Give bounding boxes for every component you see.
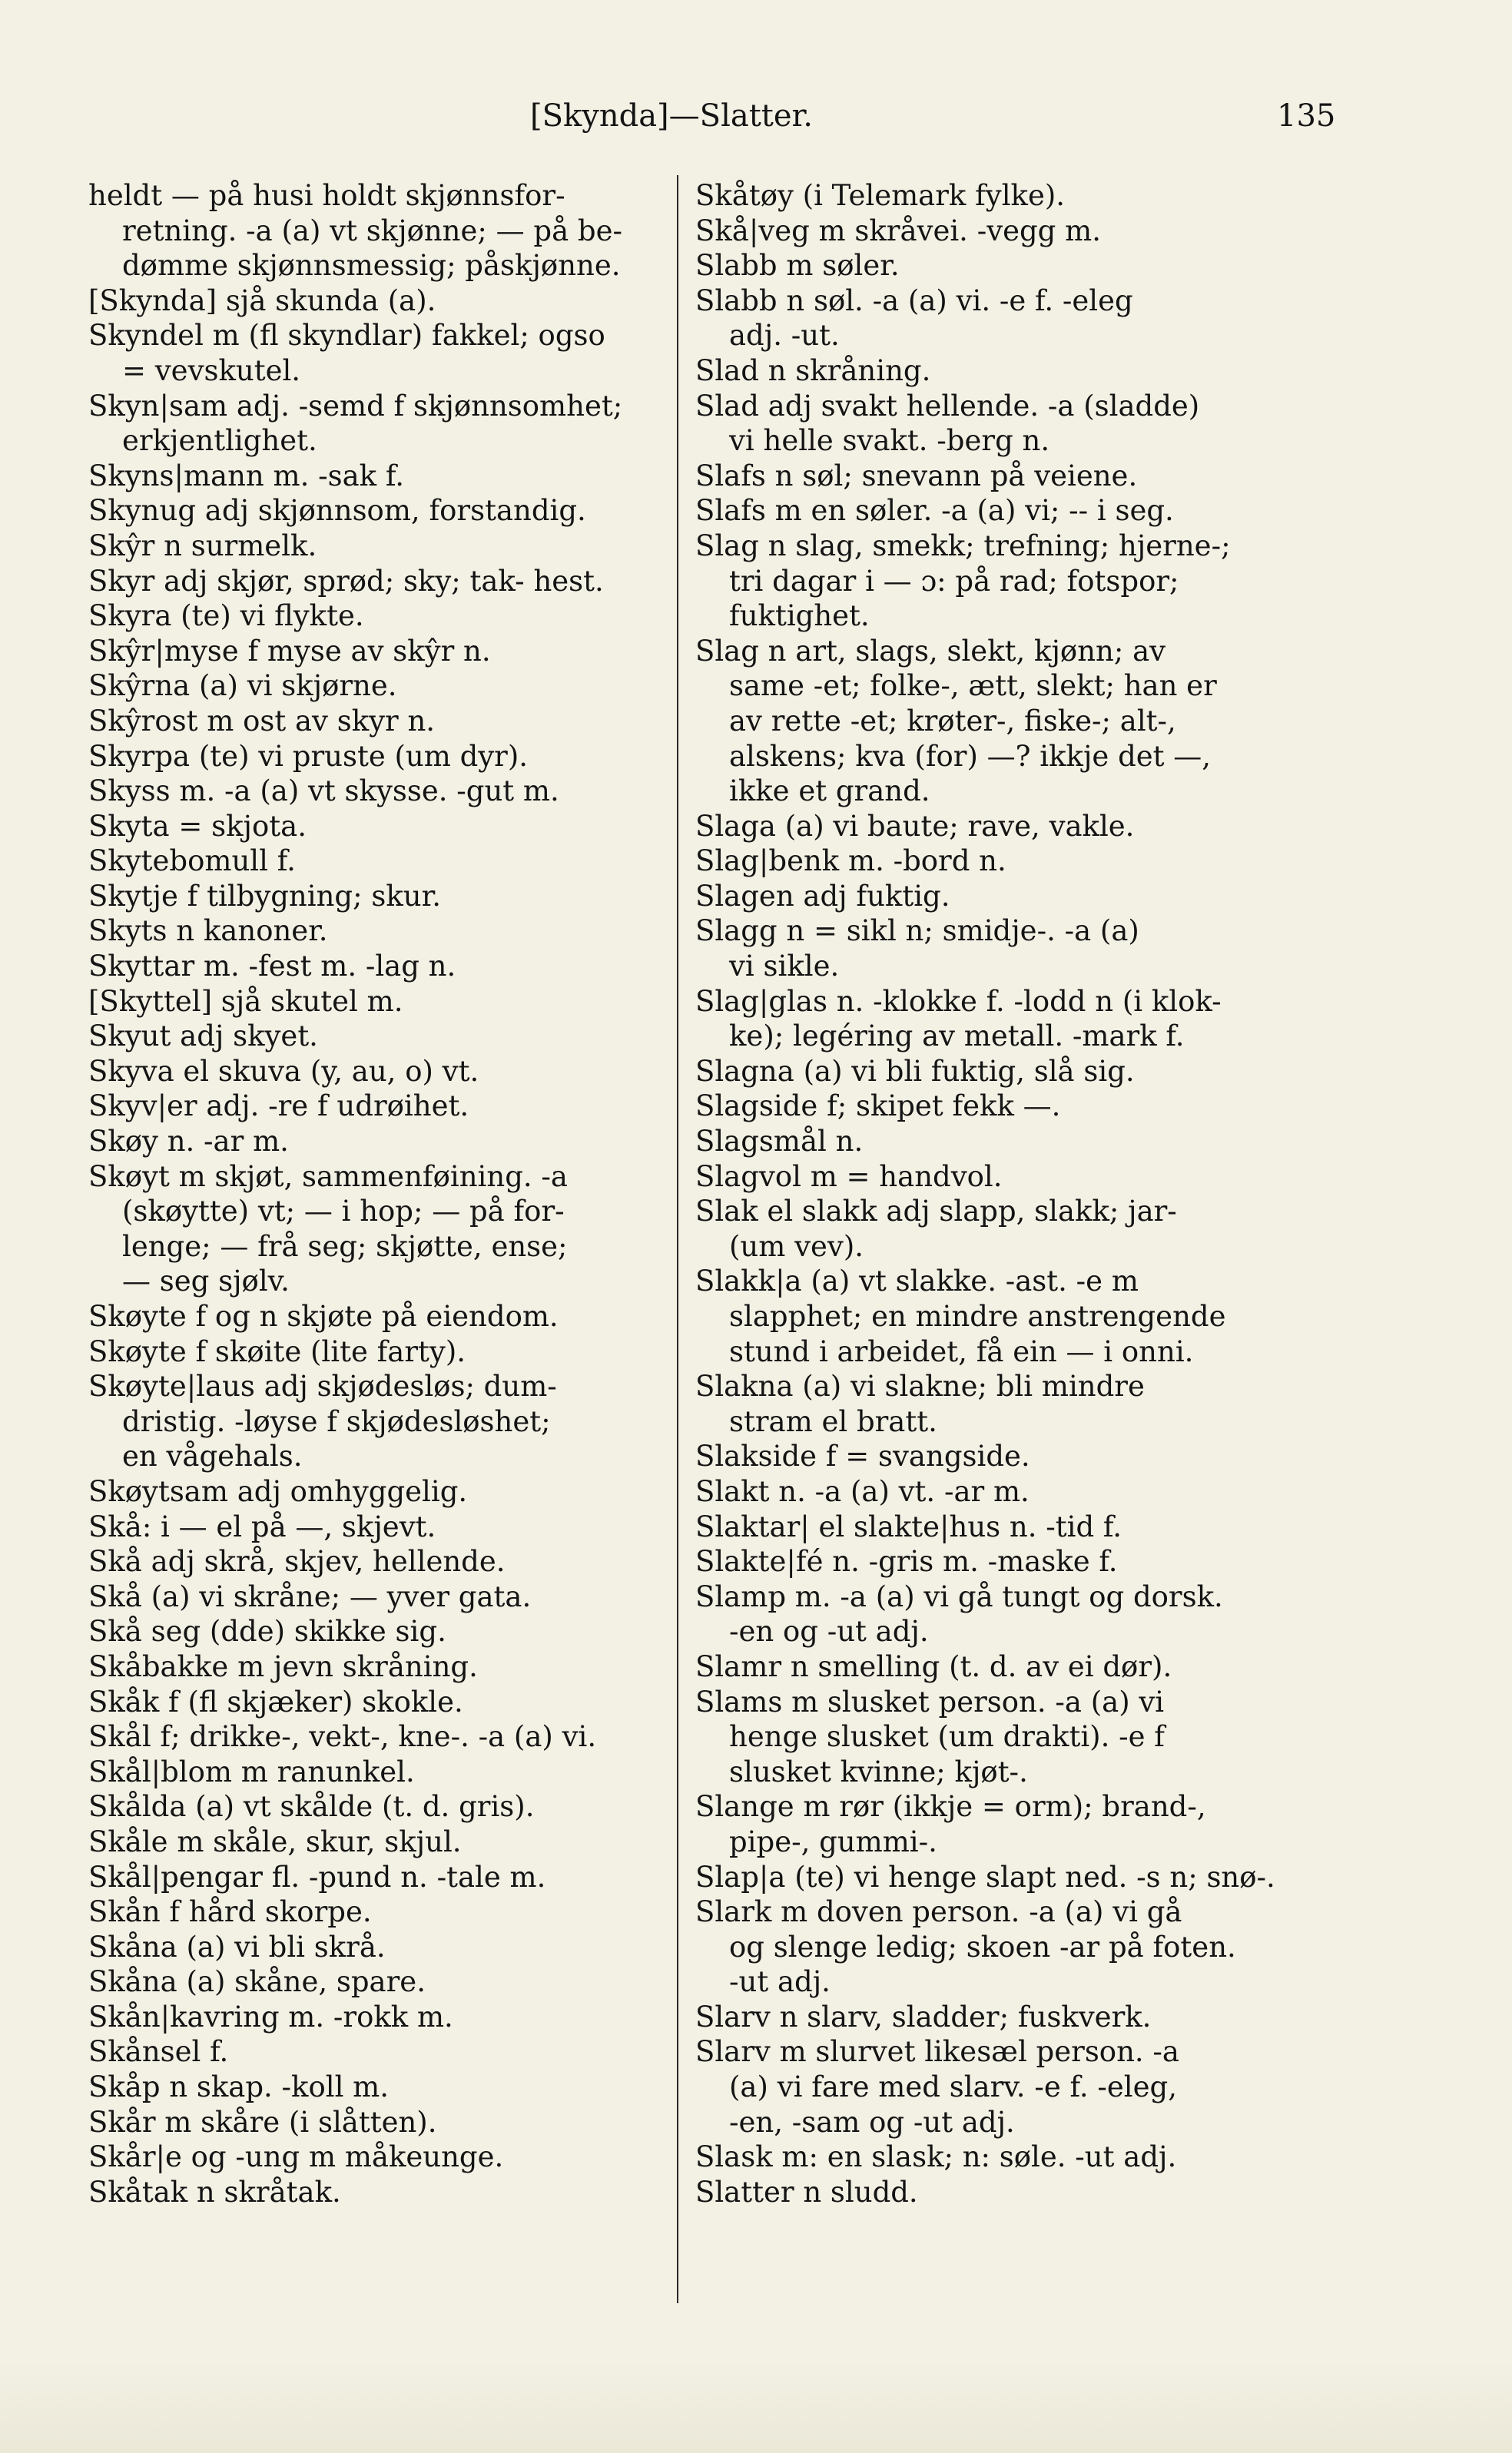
dictionary-line: -en, -sam og -ut adj. (729, 2105, 1015, 2139)
dictionary-line: Skå|veg m skråvei. -vegg m. (695, 214, 1101, 247)
dictionary-line: vi sikle. (729, 950, 840, 983)
dictionary-line: henge slusket (um drakti). -e f (729, 1720, 1165, 1754)
dictionary-line: Skån|kavring m. -rokk m. (88, 2000, 453, 2034)
dictionary-line: Slams m slusket person. -a (a) vi (695, 1685, 1165, 1719)
dictionary-line: Slamr n smelling (t. d. av ei dør). (695, 1649, 1172, 1683)
dictionary-line: Slakside f = svangside. (695, 1440, 1030, 1473)
dictionary-line: Slafs n søl; snevann på veiene. (695, 459, 1138, 492)
dictionary-line: Skår m skåre (i slåtten). (88, 2105, 437, 2139)
dictionary-line: -ut adj. (729, 1965, 831, 1999)
dictionary-line: Skå seg (dde) skikke sig. (88, 1615, 446, 1649)
dictionary-line: retning. -a (a) vt skjønne; — på be- (122, 214, 622, 247)
dictionary-line: Slap|a (te) vi henge slapt ned. -s n; snø-. (695, 1860, 1275, 1894)
dictionary-line: Skøyte f og n skjøte på eiendom. (88, 1300, 559, 1333)
dictionary-line: Skånsel f. (88, 2035, 229, 2069)
dictionary-line: (um vev). (729, 1229, 864, 1263)
dictionary-line: Skøytsam adj omhyggelig. (88, 1474, 468, 1508)
right-column (695, 178, 1302, 2209)
dictionary-line: Skøyte|laus adj skjødesløs; dum- (88, 1370, 557, 1404)
dictionary-line: slapphet; en mindre anstrengende (729, 1300, 1226, 1333)
dictionary-line: dristig. -løyse f skjødesløshet; (122, 1404, 551, 1438)
dictionary-line: Slagg n = sikl n; smidje-. -a (a) (695, 914, 1139, 948)
dictionary-line: (skøytte) vt; — i hop; — på for- (122, 1195, 565, 1228)
dictionary-line: Skyn|sam adj. -semd f skjønnsomhet; (88, 389, 623, 423)
dictionary-line: same -et; folke-, ætt, slekt; han er (729, 669, 1217, 703)
dictionary-line: pipe-, gummi-. (729, 1825, 937, 1858)
dictionary-line: Skyta = skjota. (88, 809, 307, 843)
dictionary-line: Slagside f; skipet fekk —. (695, 1089, 1061, 1123)
dictionary-line: Skŷr n surmelk. (88, 529, 317, 562)
dictionary-line: vi helle svakt. -berg n. (729, 424, 1050, 458)
dictionary-line: Skålda (a) vt skålde (t. d. gris). (88, 1790, 535, 1824)
dictionary-line: stram el bratt. (729, 1404, 937, 1438)
dictionary-line: Slag|benk m. -bord n. (695, 844, 1006, 878)
dictionary-line: Slamp m. -a (a) vi gå tungt og dorsk. (695, 1580, 1223, 1613)
dictionary-line: [Skyttel] sjå skutel m. (88, 984, 403, 1018)
dictionary-line: erkjentlighet. (122, 424, 317, 458)
dictionary-line: Skyrpa (te) vi pruste (um dyr). (88, 739, 529, 773)
dictionary-line: adj. -ut. (729, 319, 840, 353)
dictionary-line: stund i arbeidet, få ein — i onni. (729, 1334, 1194, 1368)
dictionary-line: heldt — på husi holdt skjønnsfor- (88, 179, 565, 212)
dictionary-line: [Skynda] sjå skunda (a). (88, 283, 436, 317)
dictionary-line: Skyva el skuva (y, au, o) vt. (88, 1054, 479, 1088)
running-head: [Skynda]—Slatter. (530, 98, 813, 134)
dictionary-line: Skŷr|myse f myse av skŷr n. (88, 634, 491, 668)
dictionary-line: slusket kvinne; kjøt-. (729, 1755, 1028, 1788)
dictionary-line: ikke et grand. (729, 774, 930, 808)
dictionary-line: Skyts n kanoner. (88, 914, 328, 948)
dictionary-line: alskens; kva (for) —? ikkje det —, (729, 739, 1212, 773)
dictionary-line: dømme skjønnsmessig; påskjønne. (122, 249, 621, 283)
dictionary-line: Skåbakke m jevn skråning. (88, 1649, 478, 1683)
dictionary-line: Skår|e og -ung m måkeunge. (88, 2140, 504, 2174)
dictionary-line: Slag n art, slags, slekt, kjønn; av (695, 634, 1166, 668)
dictionary-line: Skyut adj skyet. (88, 1019, 318, 1053)
dictionary-line: Slad n skråning. (695, 353, 931, 387)
dictionary-line: Skåna (a) vi bli skrå. (88, 1930, 386, 1964)
dictionary-line: av rette -et; krøter-, fiske-; alt-, (729, 704, 1176, 738)
dictionary-line: ke); legéring av metall. -mark f. (729, 1019, 1185, 1053)
page-number: 135 (1277, 98, 1336, 134)
dictionary-line: Skåtøy (i Telemark fylke). (695, 179, 1066, 212)
page-bottom-shade (0, 2361, 1512, 2453)
dictionary-line: Skå adj skrå, skjev, hellende. (88, 1545, 506, 1579)
dictionary-line: Skåna (a) skåne, spare. (88, 1965, 426, 1999)
dictionary-line: Skå (a) vi skråne; — yver gata. (88, 1580, 532, 1613)
dictionary-line: Slafs m en søler. -a (a) vi; -- i seg. (695, 494, 1174, 528)
dictionary-line: en vågehals. (122, 1440, 303, 1473)
column-divider (677, 175, 678, 2303)
dictionary-line: Skyndel m (fl skyndlar) fakkel; ogso (88, 319, 605, 353)
dictionary-line: Slarv m slurvet likesæl person. -a (695, 2035, 1179, 2069)
dictionary-line: Slange m rør (ikkje = orm); brand-, (695, 1790, 1206, 1824)
dictionary-line: Skytebomull f. (88, 844, 296, 878)
dictionary-line: lenge; — frå seg; skjøtte, ense; (122, 1229, 568, 1263)
dictionary-line: Slakk|a (a) vt slakke. -ast. -e m (695, 1265, 1139, 1298)
dictionary-line: Skål|blom m ranunkel. (88, 1755, 415, 1788)
dictionary-line: Skål f; drikke-, vekt-, kne-. -a (a) vi. (88, 1720, 597, 1754)
dictionary-line: Skyr adj skjør, sprød; sky; tak- hest. (88, 564, 604, 598)
dictionary-line: Slagen adj fuktig. (695, 879, 950, 913)
dictionary-line: -en og -ut adj. (729, 1615, 929, 1649)
dictionary-line: — seg sjølv. (122, 1265, 290, 1298)
dictionary-line: Skyttar m. -fest m. -lag n. (88, 950, 456, 983)
dictionary-line: Skå: i — el på —, skjevt. (88, 1510, 436, 1543)
dictionary-line: Slatter n sludd. (695, 2175, 918, 2209)
dictionary-line: Slakte|fé n. -gris m. -maske f. (695, 1545, 1118, 1579)
left-column (88, 178, 695, 2209)
dictionary-line: Slak el slakk adj slapp, slakk; jar- (695, 1195, 1177, 1228)
dictionary-line: Skåp n skap. -koll m. (88, 2070, 390, 2104)
dictionary-line: = vevskutel. (122, 353, 301, 387)
dictionary-line: Skyss m. -a (a) vt skysse. -gut m. (88, 774, 559, 808)
dictionary-line: Slag|glas n. -klokke f. -lodd n (i klok- (695, 984, 1222, 1018)
dictionary-line: Skŷrna (a) vi skjørne. (88, 669, 397, 703)
dictionary-line: Slakna (a) vi slakne; bli mindre (695, 1370, 1145, 1404)
dictionary-line: Skyv|er adj. -re f udrøihet. (88, 1089, 469, 1123)
dictionary-line: tri dagar i — ɔ: på rad; fotspor; (729, 564, 1179, 598)
page-header (0, 98, 1512, 144)
dictionary-line: Skøyt m skjøt, sammenføining. -a (88, 1159, 568, 1193)
dictionary-line: Skål|pengar fl. -pund n. -tale m. (88, 1860, 546, 1894)
dictionary-line: Slask m: en slask; n: søle. -ut adj. (695, 2140, 1177, 2174)
dictionary-line: Slarv n slarv, sladder; fuskverk. (695, 2000, 1152, 2034)
dictionary-line: Slagsmål n. (695, 1125, 864, 1159)
dictionary-line: Slaktar| el slakte|hus n. -tid f. (695, 1510, 1122, 1543)
dictionary-line: Skyns|mann m. -sak f. (88, 459, 404, 492)
dictionary-line: Slaga (a) vi baute; rave, vakle. (695, 809, 1135, 843)
dictionary-line: Skøy n. -ar m. (88, 1125, 289, 1159)
dictionary-line: Skŷrost m ost av skyr n. (88, 704, 436, 738)
dictionary-line: Slabb n søl. -a (a) vi. -e f. -eleg (695, 283, 1133, 317)
dictionary-line: Slagna (a) vi bli fuktig, slå sig. (695, 1054, 1135, 1088)
dictionary-line: Slagvol m = handvol. (695, 1159, 1003, 1193)
dictionary-line: Skån f hård skorpe. (88, 1895, 372, 1929)
dictionary-line: Skyra (te) vi flykte. (88, 599, 364, 633)
dictionary-line: Skåle m skåle, skur, skjul. (88, 1825, 462, 1858)
dictionary-line: fuktighet. (729, 599, 870, 633)
dictionary-line: Slad adj svakt hellende. -a (sladde) (695, 389, 1200, 423)
dictionary-line: Skøyte f skøite (lite farty). (88, 1334, 466, 1368)
dictionary-line: Slag n slag, smekk; trefning; hjerne-; (695, 529, 1231, 562)
dictionary-line: (a) vi fare med slarv. -e f. -eleg, (729, 2070, 1177, 2104)
dictionary-line: og slenge ledig; skoen -ar på foten. (729, 1930, 1236, 1964)
dictionary-line: Skåk f (fl skjæker) skokle. (88, 1685, 463, 1719)
dictionary-line: Skynug adj skjønnsom, forstandig. (88, 494, 586, 528)
dictionary-line: Skåtak n skråtak. (88, 2175, 341, 2209)
dictionary-line: Slabb m søler. (695, 249, 900, 283)
dictionary-line: Slark m doven person. -a (a) vi gå (695, 1895, 1182, 1929)
dictionary-line: Slakt n. -a (a) vt. -ar m. (695, 1474, 1030, 1508)
dictionary-line: Skytje f tilbygning; skur. (88, 879, 441, 913)
